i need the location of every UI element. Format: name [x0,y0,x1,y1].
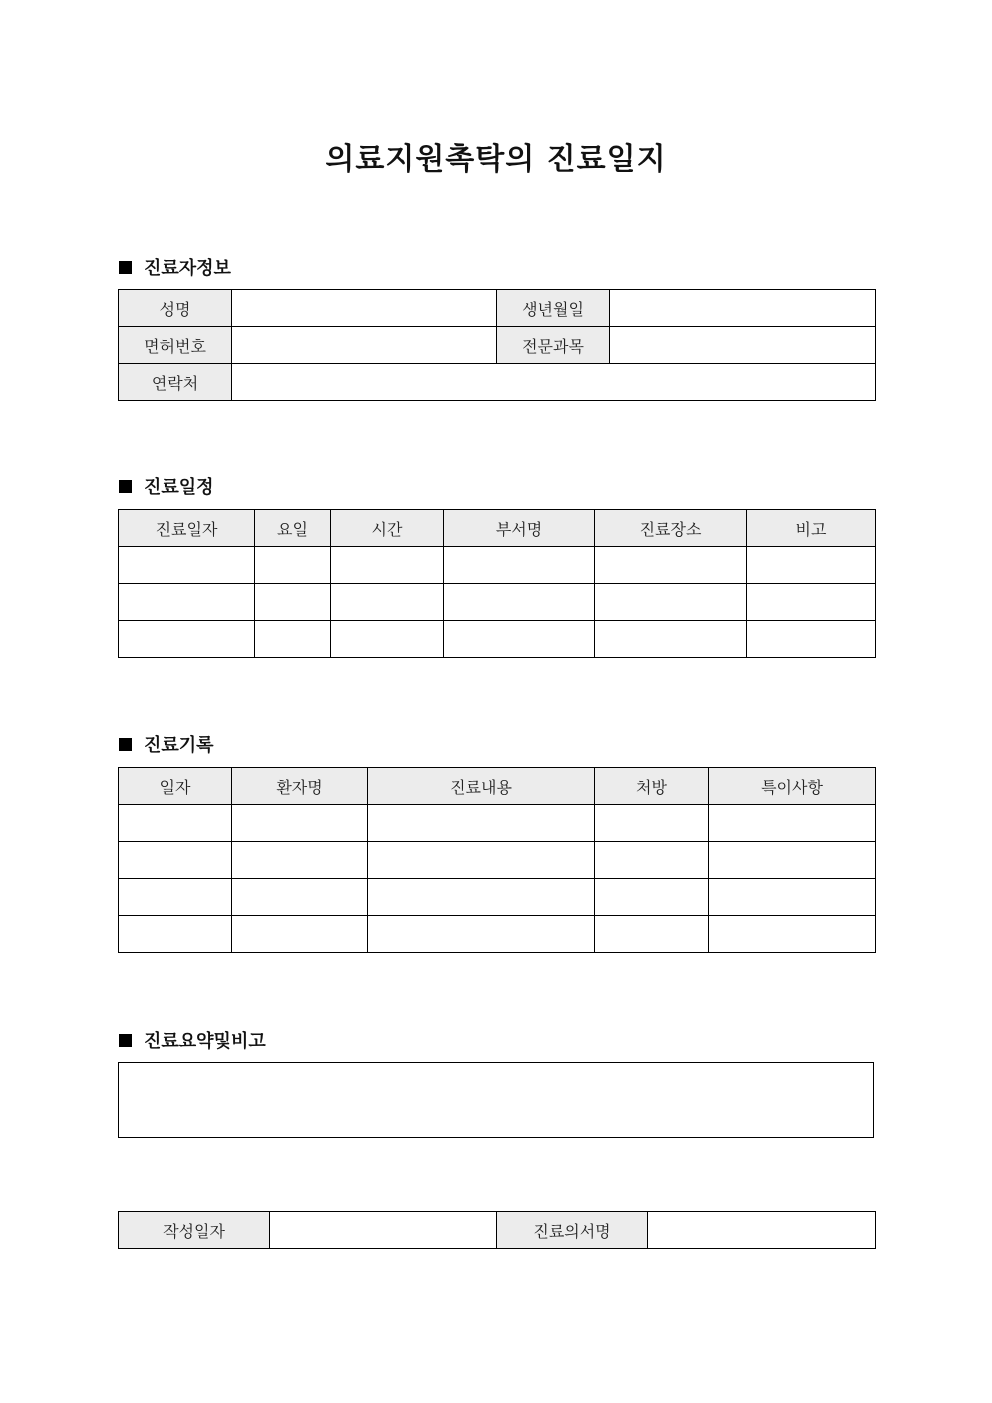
column-header: 처방 [595,768,709,805]
section-title: 진료자정보 [144,258,231,279]
table-cell[interactable] [232,879,368,916]
table-cell[interactable] [709,805,876,842]
table-cell[interactable] [444,621,595,658]
signature-field[interactable] [648,1212,876,1249]
name-field[interactable] [232,290,497,327]
section-heading-schedule [119,473,214,499]
table-cell[interactable] [119,879,232,916]
table-cell[interactable] [595,879,709,916]
date-field[interactable] [270,1212,497,1249]
table-cell[interactable] [119,842,232,879]
section-heading-records [119,731,214,757]
table-cell[interactable] [255,584,331,621]
square-bullet-icon [119,261,132,274]
table-cell[interactable] [232,916,368,953]
table-row [119,364,876,401]
table-cell[interactable] [232,842,368,879]
document-title: 의료지원촉탁의 진료일지 [325,142,667,177]
square-bullet-icon [119,480,132,493]
column-header: 진료내용 [368,768,595,805]
label-specialty: 전문과목 [497,327,610,364]
table-row [119,879,876,916]
column-header: 부서명 [444,510,595,547]
records-table [118,767,876,953]
table-cell[interactable] [368,842,595,879]
table-row [119,916,876,953]
table-cell[interactable] [595,842,709,879]
specialty-field[interactable] [610,327,876,364]
table-cell[interactable] [709,879,876,916]
table-cell[interactable] [595,621,747,658]
table-cell[interactable] [119,916,232,953]
label-name: 성명 [119,290,232,327]
table-header-row [119,510,876,547]
section-heading-doctor-info [119,254,231,280]
table-cell[interactable] [444,547,595,584]
column-header: 진료장소 [595,510,747,547]
table-cell[interactable] [331,621,444,658]
table-cell[interactable] [119,547,255,584]
table-cell[interactable] [119,805,232,842]
table-row [119,547,876,584]
square-bullet-icon [119,738,132,751]
table-cell[interactable] [595,547,747,584]
section-heading-summary [119,1027,266,1053]
table-cell[interactable] [747,584,876,621]
table-cell[interactable] [747,621,876,658]
table-cell[interactable] [595,916,709,953]
column-header: 환자명 [232,768,368,805]
license-field[interactable] [232,327,497,364]
table-cell[interactable] [255,621,331,658]
table-cell[interactable] [119,584,255,621]
table-cell[interactable] [368,879,595,916]
contact-field[interactable] [232,364,876,401]
summary-textarea[interactable] [118,1062,874,1138]
footer-table [118,1211,876,1249]
square-bullet-icon [119,1034,132,1047]
section-title: 진료일정 [144,477,214,498]
table-cell[interactable] [368,805,595,842]
table-cell[interactable] [119,621,255,658]
table-cell[interactable] [444,584,595,621]
section-title: 진료요약및비고 [144,1031,266,1052]
table-cell[interactable] [255,547,331,584]
table-row [119,584,876,621]
label-birth: 생년월일 [497,290,610,327]
table-cell[interactable] [747,547,876,584]
table-cell[interactable] [368,916,595,953]
label-signature: 진료의서명 [497,1212,648,1249]
column-header: 진료일자 [119,510,255,547]
table-row [119,1212,876,1249]
table-row [119,842,876,879]
label-contact: 연락처 [119,364,232,401]
doctor-info-table [118,289,876,401]
table-row [119,290,876,327]
table-cell[interactable] [331,547,444,584]
column-header: 시간 [331,510,444,547]
column-header: 비고 [747,510,876,547]
table-cell[interactable] [709,916,876,953]
column-header: 특이사항 [709,768,876,805]
birth-field[interactable] [610,290,876,327]
label-date: 작성일자 [119,1212,270,1249]
schedule-table [118,509,876,658]
column-header: 일자 [119,768,232,805]
table-cell[interactable] [595,584,747,621]
table-cell[interactable] [709,842,876,879]
section-title: 진료기록 [144,735,214,756]
table-cell[interactable] [232,805,368,842]
table-row [119,621,876,658]
table-row [119,805,876,842]
table-cell[interactable] [331,584,444,621]
table-row [119,327,876,364]
column-header: 요일 [255,510,331,547]
table-cell[interactable] [595,805,709,842]
table-header-row [119,768,876,805]
label-license: 면허번호 [119,327,232,364]
